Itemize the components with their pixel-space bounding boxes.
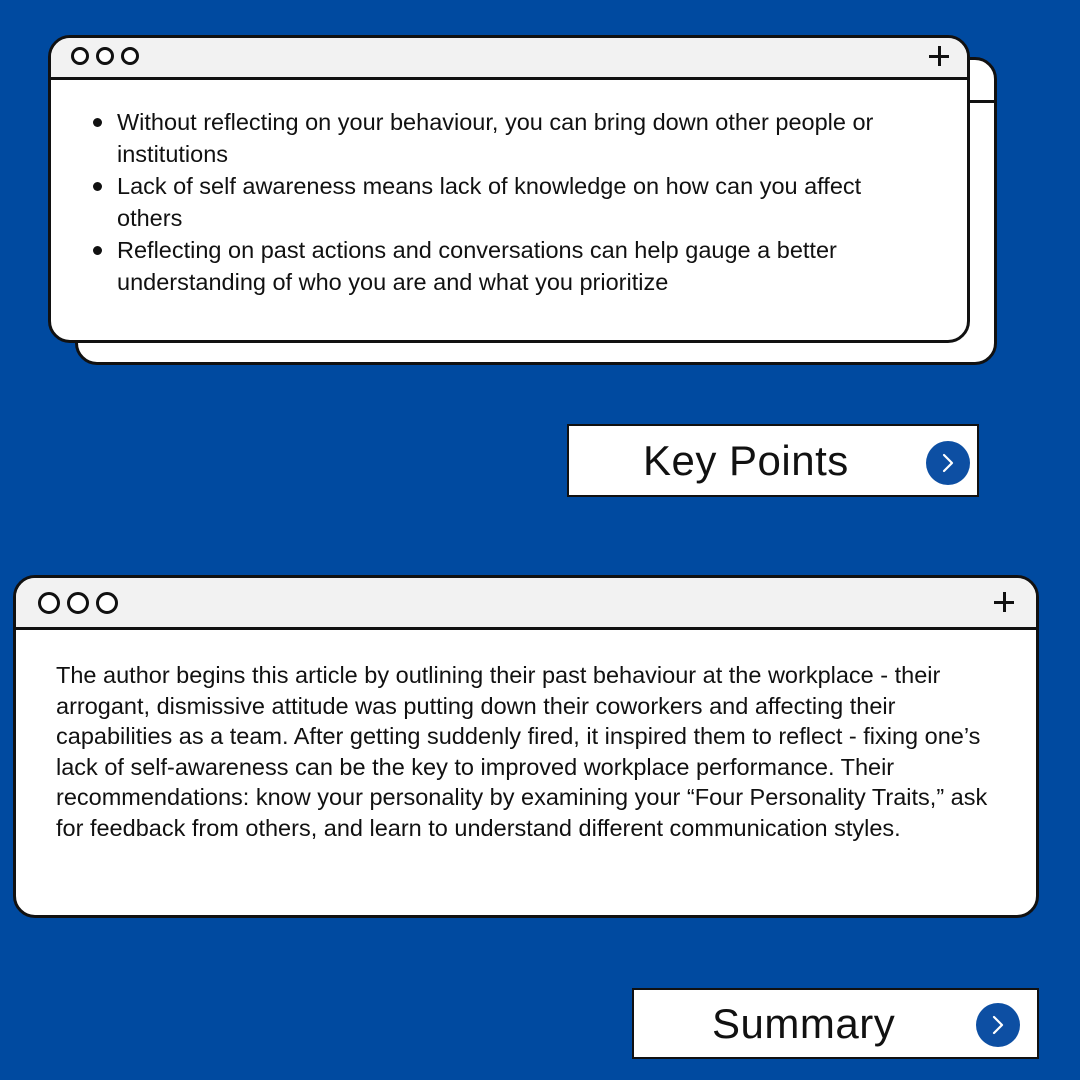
list-item: Reflecting on past actions and conversations can help gauge a better understanding of who you are and what you prioritize: [115, 234, 927, 298]
chevron-right-icon[interactable]: [976, 1003, 1020, 1047]
chevron-right-icon[interactable]: [926, 441, 970, 485]
summary-window: [13, 575, 1039, 918]
key-points-label: Key Points: [643, 437, 849, 484]
summary-label: Summary: [712, 1000, 896, 1047]
window-dots-icon: [71, 47, 139, 65]
list-item: Without reflecting on your behaviour, you can bring down other people or institutions: [115, 106, 927, 170]
window-dots-icon: [38, 592, 118, 614]
summary-paragraph: The author begins this article by outlining their past behaviour at the workplace - their arrogant, dismissive attitude was putting down their coworkers and affecting their capabilities as a team. After getting suddenly fired, it inspired them to reflect - fixing one’s lack of self-awareness can be the key to improved workplace performance. Their recommendations: know your personality by examining your “Four Personality Traits,” ask for feedback from others, and learn to understand different communication styles.: [56, 662, 988, 841]
list-item: Lack of self awareness means lack of knowledge on how can you affect others: [115, 170, 927, 234]
plus-icon[interactable]: [927, 44, 951, 68]
window-dot-1[interactable]: [71, 47, 89, 65]
key-points-window: [48, 35, 970, 343]
key-points-list: [51, 80, 967, 298]
plus-icon[interactable]: [992, 590, 1016, 614]
window-dot-2[interactable]: [96, 47, 114, 65]
window-dot-2[interactable]: [67, 592, 89, 614]
window-dot-3[interactable]: [121, 47, 139, 65]
summary-button[interactable]: [632, 988, 1039, 1059]
window-dot-1[interactable]: [38, 592, 60, 614]
key-points-titlebar: [51, 38, 967, 80]
key-points-button[interactable]: [567, 424, 979, 497]
window-dot-3[interactable]: [96, 592, 118, 614]
summary-titlebar: [16, 578, 1036, 630]
